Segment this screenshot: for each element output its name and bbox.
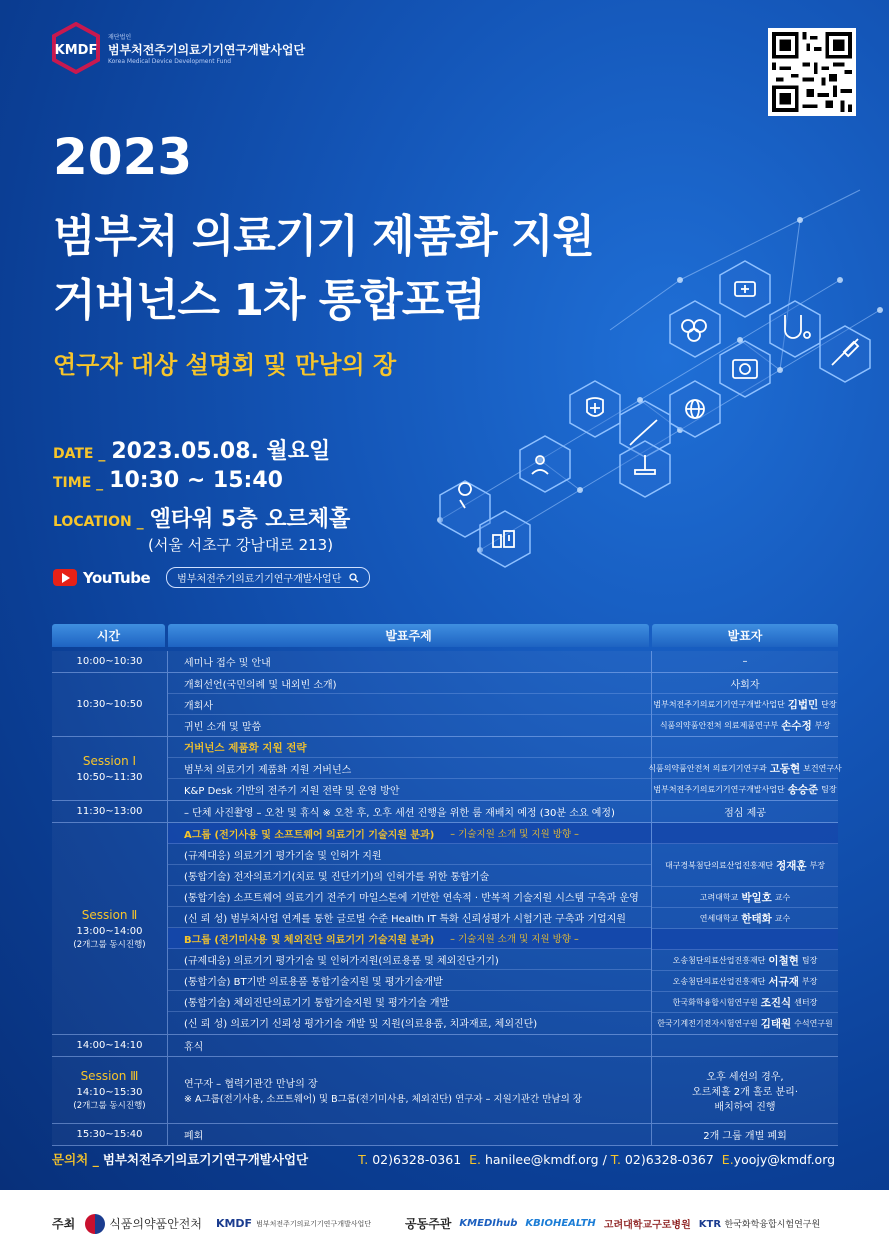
table-row <box>52 823 838 1035</box>
youtube-play-icon <box>53 569 77 586</box>
search-icon <box>349 573 359 583</box>
logo-eng-name: Korea Medical Device Development Fund <box>108 57 232 65</box>
row-time: 14:10~15:30 <box>76 1087 143 1099</box>
location-address: (서울 서초구 강남대로 213) <box>148 536 334 554</box>
time-label: TIME _ <box>53 475 104 491</box>
row-time: 13:00~14:00 <box>76 925 143 937</box>
row-speaker: – <box>742 656 748 667</box>
row-topic: (통합기술) BT기반 의료용품 통합기술지원 및 평가기술개발 <box>168 970 651 991</box>
contact-row <box>52 1150 852 1168</box>
group-a-heading: A그룹 (전기사용 및 소프트웨어 의료기기 기술지원 분과) – 기술지원 소개 및 지원 방향 – <box>168 823 651 844</box>
youtube-search-box[interactable] <box>166 567 370 588</box>
row-topic: 세미나 접수 및 안내 <box>184 658 271 669</box>
row-speaker: 범부처전주기의료기기연구개발사업단 김법민 단장 <box>652 694 838 715</box>
row-topic: (규제대응) 의료기기 평가기술 및 인허가 지원 <box>168 844 651 865</box>
kmdf-small-logo: KMDF <box>215 1217 253 1230</box>
row-topic: 귀빈 소개 및 말씀 <box>184 722 262 733</box>
kmdf-hex-icon <box>50 22 102 74</box>
row-topic: 휴식 <box>184 1042 204 1053</box>
row-speaker: 범부처전주기의료기기연구개발사업단 송승준 팀장 <box>653 784 837 796</box>
row-time: 11:30~13:00 <box>52 801 168 822</box>
group-b-heading: B그룹 (전기미사용 및 체외진단 의료기기 기술지원 분과) – 기술지원 소개 및 지원 방향 – <box>168 928 651 949</box>
korea-univ-guro-logo: 고려대학교구로병원 <box>603 1220 691 1231</box>
contact-separator: / <box>598 1151 611 1167</box>
row-note: (2개그룹 동시진행) <box>73 1101 146 1112</box>
session-label: Session Ⅲ <box>80 1069 139 1084</box>
ktr-logo: KTR 한국화학융합시험연구원 <box>698 1219 821 1230</box>
row-note: (2개그룹 동시진행) <box>73 939 146 950</box>
qr-code[interactable] <box>768 28 856 116</box>
subtitle: 연구자 대상 설명회 및 만남의 장 <box>53 351 397 379</box>
phone2[interactable]: 02)6328-0367 <box>624 1151 714 1167</box>
time-row <box>53 468 283 493</box>
row-topic: (통합기술) 소프트웨어 의료기기 전주기 마일스톤에 기반한 연속적 · 반복적 기술지원 시스템 구축과 운영 <box>168 886 651 907</box>
row-speaker: 배치하여 진행 <box>714 1101 776 1113</box>
session-label: Session Ⅱ <box>81 907 138 922</box>
row-speaker: 오후 세션의 경우, <box>706 1071 784 1083</box>
row-speaker: 고려대학교 박일호 교수 <box>652 887 838 908</box>
row-topic: 폐회 <box>184 1131 204 1142</box>
date-value: 2023.05.08. 월요일 <box>111 439 331 464</box>
row-time: 10:00~10:30 <box>52 651 168 672</box>
row-speaker: 식품의약품안전처 의료기기연구과 고동현 보건연구사 <box>652 758 838 779</box>
header-time: 시간 <box>52 624 165 647</box>
header-speaker: 발표자 <box>652 624 838 647</box>
date-label: DATE _ <box>53 446 106 462</box>
row-topic: 개회선언(국민의례 및 내외빈 소개) <box>168 673 651 694</box>
contact-label: 문의처 _ <box>52 1152 99 1167</box>
row-speaker: 2개 그룹 개별 폐회 <box>703 1131 787 1142</box>
co-host-label: 공동주관 <box>405 1217 452 1231</box>
row-time: 10:50~11:30 <box>76 772 143 783</box>
host-mfds: 식품의약품안전처 <box>85 1214 202 1234</box>
row-speaker: 점심 제공 <box>724 808 766 819</box>
kmdf-logo <box>50 22 305 74</box>
header-topic: 발표주제 <box>168 624 649 647</box>
row-topic: – 단체 사진촬영 – 오찬 및 휴식 ※ 오찬 후, 오후 세션 진행을 위한 룸 재배치 예정 (30분 소요 예정) <box>184 808 615 819</box>
table-row <box>52 1035 838 1057</box>
row-speaker: 오송첨단의료산업진흥재단 서규재 부장 <box>652 971 838 992</box>
row-topic: ※ A그룹(전기사용, 소프트웨어) 및 B그룹(전기미사용, 체외진단) 연구자 – 지원기관간 만남의 장 <box>184 1094 582 1105</box>
session-label: Session Ⅰ <box>82 754 137 768</box>
title-line-1: 범부처 의료기기 제품화 지원 <box>53 211 595 262</box>
location-row <box>53 502 350 533</box>
email2-label: E. <box>721 1151 734 1167</box>
row-topic: (통합기술) 전자의료기기(치료 및 진단기기)의 인허가를 위한 통합기술 <box>168 865 651 886</box>
phone1[interactable]: 02)6328-0361 <box>372 1151 462 1167</box>
table-row <box>52 673 838 737</box>
row-topic: 범부처 의료기기 제품화 지원 거버넌스 <box>168 758 651 779</box>
youtube-row <box>53 567 370 588</box>
email1-label: E. <box>469 1151 481 1167</box>
row-topic: 연구자 – 협력기관간 만남의 장 <box>184 1078 318 1090</box>
row-time: 15:30~15:40 <box>52 1124 168 1145</box>
kmedihub-logo: KMEDIhub <box>459 1218 518 1229</box>
row-time: 14:00~14:10 <box>52 1035 168 1056</box>
host-label: 주최 <box>52 1217 76 1231</box>
row-speaker: 대구경북첨단의료산업진흥재단 정재훈 부장 <box>652 844 838 887</box>
row-topic: (신 뢰 성) 범부처사업 연계를 통한 글로벌 수준 Health IT 특화 신뢰성평가 시험기관 구축과 기업지원 <box>168 907 651 928</box>
session-heading: 거버넌스 제품화 지원 전략 <box>168 737 651 758</box>
table-row <box>52 651 838 673</box>
table-row <box>52 1057 838 1124</box>
row-speaker: 한국기계전기전자시험연구원 김태원 수석연구원 <box>657 1018 833 1030</box>
logo-org-name: 범부처전주기의료기기연구개발사업단 <box>108 42 306 57</box>
phone1-label: T. <box>358 1151 369 1167</box>
logo-small-text: 재단법인 <box>108 33 132 41</box>
row-topic: (신 뢰 성) 의료기기 신뢰성 평가기술 개발 및 지원(의료용품, 치과재료, 체외진단) <box>184 1019 538 1030</box>
row-time: 10:30~10:50 <box>52 673 168 736</box>
row-topic: 개회사 <box>168 694 651 715</box>
mfds-emblem-icon <box>85 1214 105 1234</box>
host-kmdf: KMDF 범부처전주기의료기기연구개발사업단 <box>215 1217 372 1230</box>
row-topic: (규제대응) 의료기기 평가기술 및 인허가지원(의료용품 및 체외진단기기) <box>168 949 651 970</box>
logo-abbr: KMDF <box>54 43 98 58</box>
footer <box>0 1190 889 1257</box>
title-year: 2023 <box>53 128 193 186</box>
location-value: 엘타워 5층 오르체홀 <box>149 507 351 532</box>
row-topic: K&P Desk 기반의 전주기 지원 전략 및 운영 방안 <box>184 786 400 797</box>
table-row <box>52 801 838 823</box>
kbiohealth-logo: KBIOHEALTH <box>525 1218 596 1229</box>
location-label: LOCATION _ <box>53 514 144 530</box>
row-speaker: 오송첨단의료산업진흥재단 이철현 팀장 <box>652 950 838 971</box>
table-row <box>52 737 842 801</box>
title-line-2: 거버넌스 1차 통합포럼 <box>53 275 485 326</box>
email1[interactable]: hanilee@kmdf.org <box>484 1151 599 1167</box>
row-topic: (통합기술) 체외진단의료기기 통합기술지원 및 평가기술 개발 <box>168 991 651 1012</box>
row-speaker: 사회자 <box>652 673 838 694</box>
schedule-table <box>52 624 842 1146</box>
row-speaker: 연세대학교 한태화 교수 <box>652 908 838 929</box>
row-speaker: 식품의약품안전처 의료제품연구부 손수정 부장 <box>659 720 831 732</box>
phone2-label: T. <box>610 1151 621 1167</box>
date-row <box>53 434 330 465</box>
time-value: 10:30 ~ 15:40 <box>109 468 283 493</box>
email2[interactable]: yoojy@kmdf.org <box>733 1151 836 1167</box>
table-row <box>52 1124 838 1146</box>
schedule-header <box>52 624 838 647</box>
youtube-search-text: 범부처전주기의료기기연구개발사업단 <box>177 574 342 585</box>
row-speaker: 한국화학융합시험연구원 조진식 센터장 <box>652 992 838 1013</box>
row-speaker: 오르체홀 2개 홀로 분리· <box>691 1086 799 1098</box>
contact-org: 범부처전주기의료기기연구개발사업단 <box>102 1152 309 1167</box>
youtube-wordmark: YouTube <box>83 568 151 587</box>
